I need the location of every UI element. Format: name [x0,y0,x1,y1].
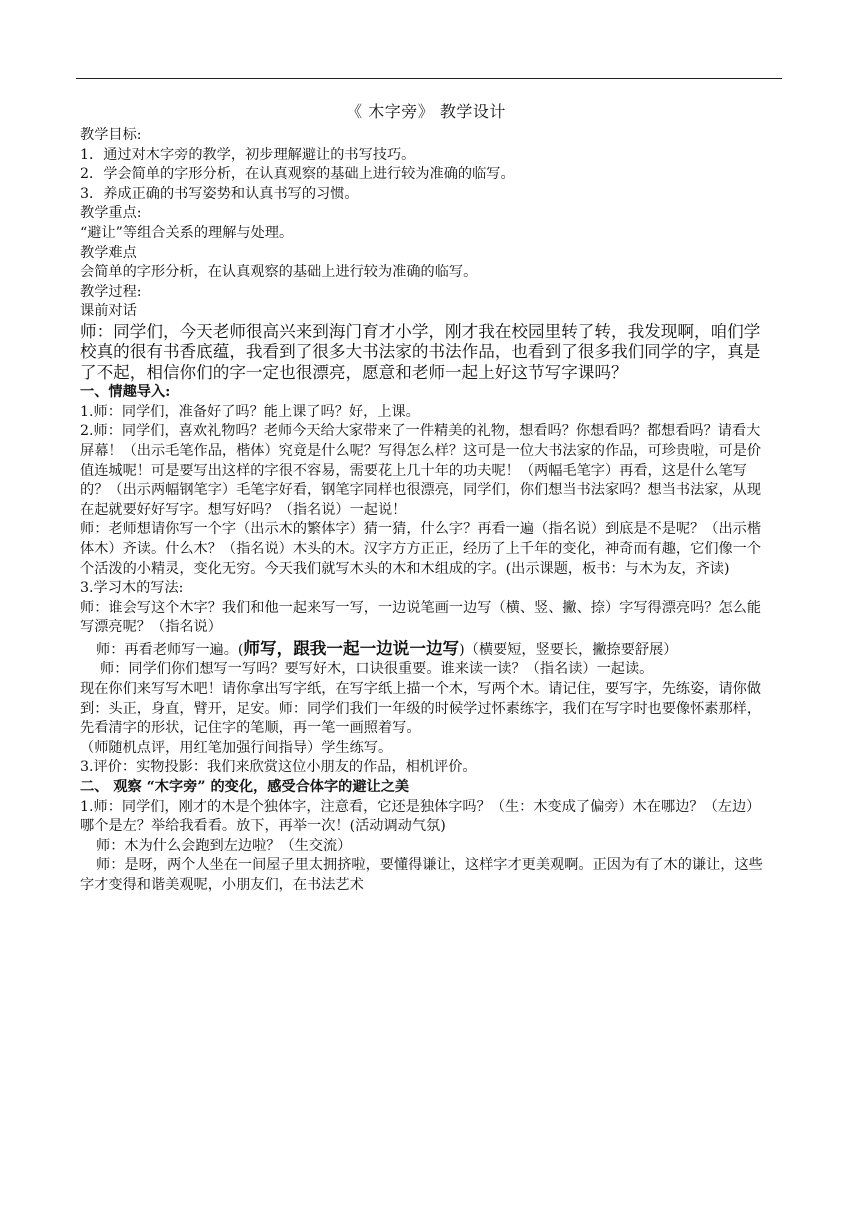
document-body [80,100,772,896]
writing-dialogue: 师：谁会写这个木字？我们和他一起来写一写，一边说笔画一边写（横、竖、撇、捺）字写得漂亮吗？怎么能写漂亮呢？（指名说） [80,599,762,636]
objective-3: 3．养成正确的书写姿势和认真书写的习惯。 [80,185,359,202]
process-heading: 教学过程: [80,283,142,300]
section-2-question: 师：木为什么会跑到左边啦？（生交流） [96,837,352,854]
pre-class-dialogue: 师：同学们，今天老师很高兴来到海门育才小学，刚才我在校园里转了转，我发现啊，咱们学校真的很有书香底蕴，我看到了很多大书法家的书法作品，也看到了很多我们同学的字，真是了不起，相信你们的字一定也很漂亮，愿意和老师一起上好这节写字课吗？ [80,321,761,382]
teacher-demo-lead: 师：再看老师写一遍。( [96,641,244,658]
pre-class-heading: 课前对话 [80,303,137,320]
practice-paragraph: 现在你们来写写木吧！请你拿出写字纸，在写字纸上描一个木，写两个木。请记住，要写字，先练姿，请你做到：头正，身直，臂开，足安。师：同学们我们一年级的时候学过怀素练字，我们在写字时也要像怀素那样，先看清字的形状，记住字的笔顺，再一笔一画照着写。 [80,681,762,737]
section-1-item-3: 3.学习木的写法: [80,580,184,597]
section-1-heading: 一、情趣导入: [80,384,171,401]
mnemonic-paragraph: 师：同学们你们想写一写吗？要写好木，口诀很重要。谁来读一读？（指名读）一起读。 [100,661,654,678]
objectives-heading: 教学目标: [80,127,142,143]
teacher-demo-bold: 师写，跟我一起一边说一边写 [243,637,460,658]
evaluation-paragraph: 3.评价：实物投影：我们来欣赏这位小朋友的作品，相机评价。 [80,759,477,776]
section-2-heading: 二、 观察 “木字旁” 的变化，感受合体字的避让之美 [80,779,410,796]
header-rule [76,78,782,79]
section-2-explanation: 师：是呀，两个人坐在一间屋子里太拥挤啦，要懂得谦让，这样字才更美观啊。正因为有了木的谦让，这些字才变得和谐美观呢，小朋友们，在书法艺术 [80,857,763,893]
teacher-demo-tail: )（横要短，竖要长，撇捺要舒展） [459,641,678,658]
guidance-paragraph: （师随机点评，用红笔加强行间指导）学生练写。 [80,739,393,756]
section-2-item-1: 1.师：同学们，刚才的木是个独体字，注意看，它还是独体字吗？（生：木变成了偏旁）木在哪边？（左边）哪个是左？举给我看看。放下，再举一次！(活动调动气氛) [80,798,761,835]
key-point-text: “避让”等组合关系的理解与处理。 [80,224,294,241]
section-1-item-2: 2.师：同学们，喜欢礼物吗？老师今天给大家带来了一件精美的礼物，想看吗？你想看吗？都想看吗？请看大屏幕！（出示毛笔作品，楷体）究竟是什么呢？写得怎么样？这可是一位大书法家的作品，可珍贵啦，可是价值连城呢！可是要写出这样的字很不容易，需要花上几十年的功夫呢！（两幅毛笔字）再看，这是什么笔写的？（出示两幅钢笔字）毛笔字好看，钢笔字同样也很漂亮，同学们，你们想当书法家吗？想当书法家，从现在起就要好好写字。想写好吗？（指名说）一起说！ [80,423,762,518]
document-title: 《 木字旁》 教学设计 [346,102,506,121]
difficulty-text: 会简单的字形分析，在认真观察的基础上进行较为准确的临写。 [80,264,478,281]
section-1-teacher-paragraph: 师：老师想请你写一个字（出示木的繁体字）猜一猜，什么字？再看一遍（指名说）到底是不是呢？（出示楷体木）齐读。什么木？（指名说）木头的木。汉字方方正正，经历了上千年的变化，神奇而有趣，它们像一个个活泼的小精灵，变化无穷。今天我们就写木头的木和木组成的字。(出示课题，板书：与木为友，齐读) [80,521,762,577]
objective-1: 1．通过对木字旁的教学，初步理解避让的书写技巧。 [80,146,416,163]
section-1-item-1: 1.师：同学们，准备好了吗？能上课了吗？好，上课。 [80,403,420,420]
key-point-heading: 教学重点: [80,205,142,222]
objective-2: 2．学会简单的字形分析，在认真观察的基础上进行较为准确的临写。 [80,166,515,183]
teacher-demo-paragraph [80,638,772,661]
difficulty-heading: 教学难点 [80,244,137,261]
